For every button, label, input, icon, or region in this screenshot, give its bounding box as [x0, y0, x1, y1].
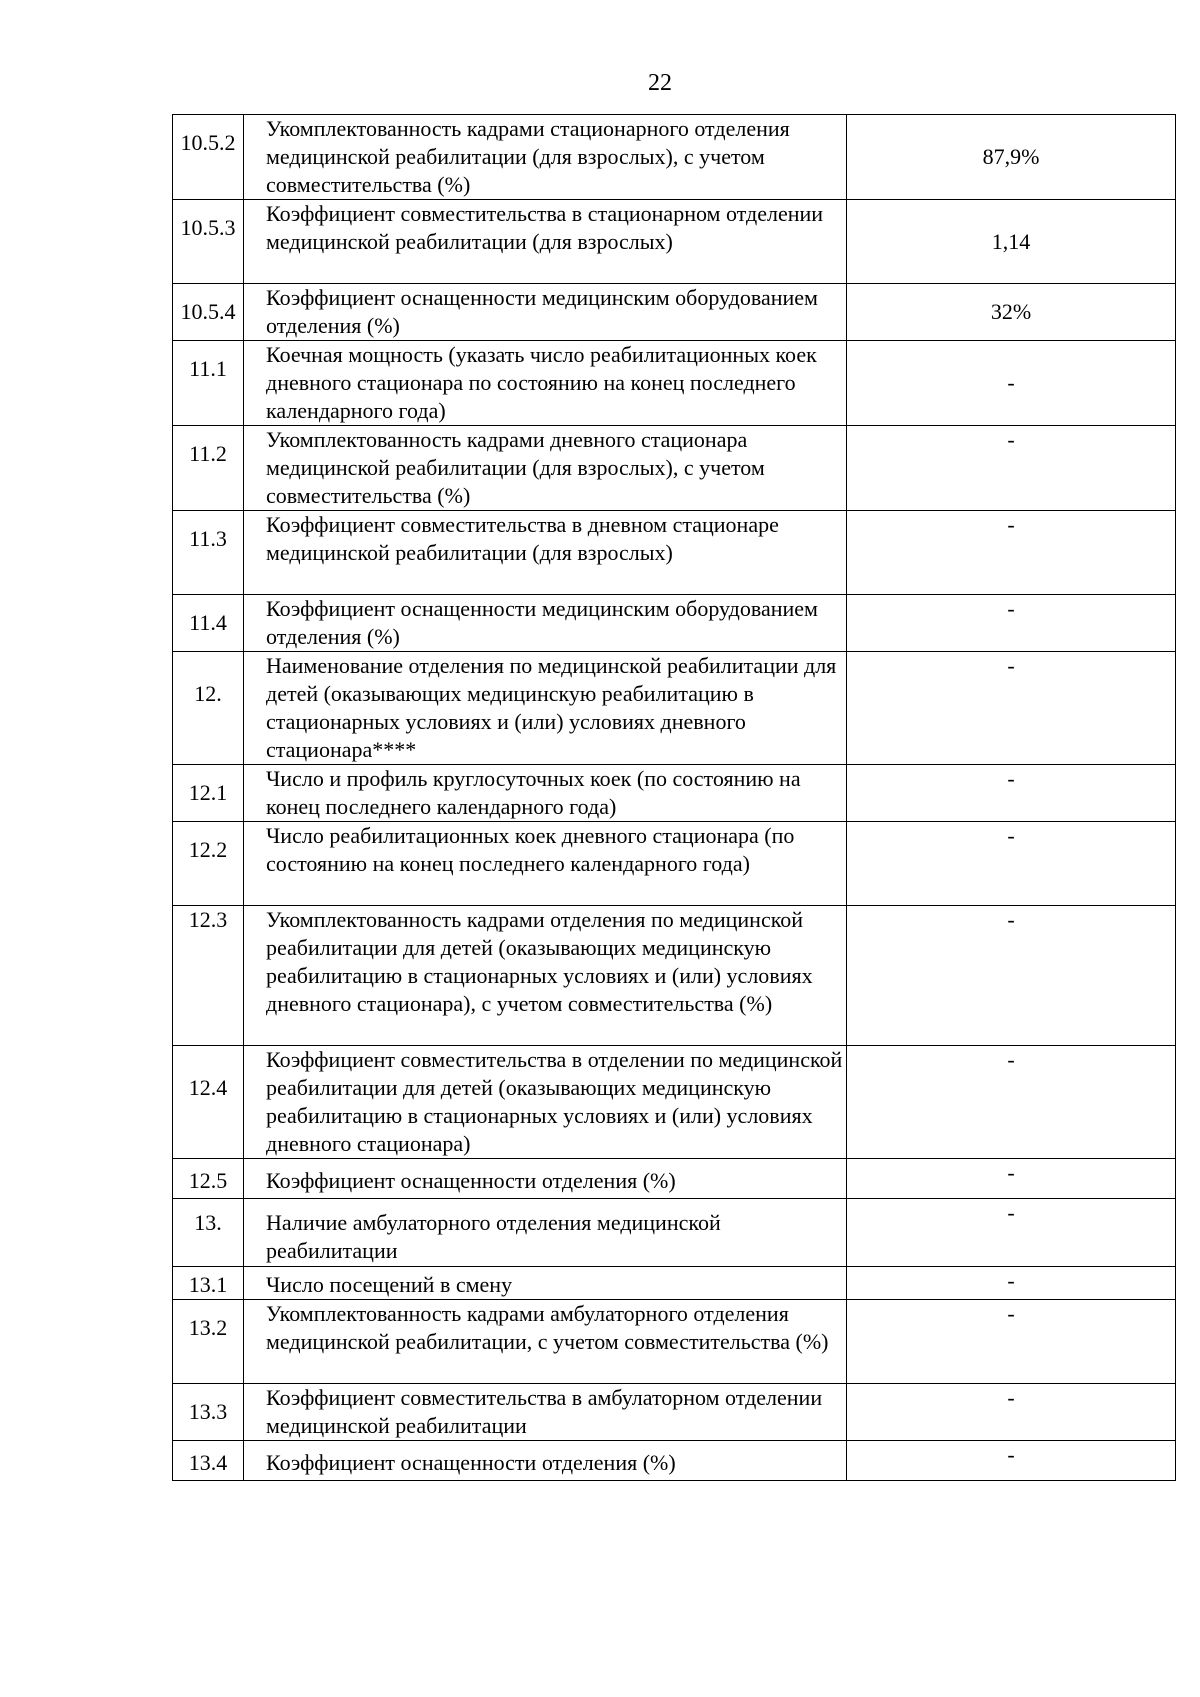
- row-value: -: [1007, 766, 1015, 791]
- row-description-cell: [244, 906, 847, 1046]
- table-row: [173, 1441, 1176, 1481]
- row-number-cell: [173, 284, 244, 341]
- row-number: 12.: [194, 681, 222, 706]
- row-value-cell: [847, 200, 1176, 284]
- row-number: 10.5.2: [180, 130, 236, 155]
- table-row: [173, 1046, 1176, 1159]
- table-row: [173, 426, 1176, 511]
- row-number: 11.4: [189, 610, 227, 635]
- row-description-cell: [244, 341, 847, 426]
- table-row: [173, 200, 1176, 284]
- row-value: 87,9%: [982, 144, 1040, 169]
- row-value-cell: [847, 1300, 1176, 1384]
- row-number: 12.1: [188, 780, 228, 805]
- table-row: [173, 1384, 1176, 1441]
- table-row: [173, 1300, 1176, 1384]
- row-description: Наименование отделения по медицинской реабилитации для детей (оказывающих медицинскую реабилитацию в стационарных условиях и (или) условиях дневного стационара****: [266, 653, 837, 762]
- row-number: 13.2: [188, 1315, 228, 1340]
- row-value: -: [1007, 1200, 1015, 1225]
- table-row: [173, 1199, 1176, 1267]
- row-number-cell: [173, 1384, 244, 1441]
- row-value-cell: [847, 595, 1176, 652]
- table-row: [173, 765, 1176, 822]
- row-number-cell: [173, 652, 244, 765]
- row-description-cell: [244, 652, 847, 765]
- row-number-cell: [173, 906, 244, 1046]
- row-value: -: [1007, 907, 1015, 932]
- row-value: -: [1007, 653, 1015, 678]
- row-value-cell: [847, 1159, 1176, 1199]
- row-value-cell: [847, 822, 1176, 906]
- row-value: -: [1007, 370, 1015, 395]
- row-description-cell: [244, 511, 847, 595]
- row-value-cell: [847, 765, 1176, 822]
- row-description: Укомплектованность кадрами амбулаторного отделения медицинской реабилитации, с учетом совместительства (%): [266, 1301, 829, 1354]
- row-value-cell: [847, 284, 1176, 341]
- row-value: 1,14: [991, 229, 1031, 254]
- row-number: 11.3: [189, 526, 227, 551]
- row-number-cell: [173, 511, 244, 595]
- row-description-cell: [244, 200, 847, 284]
- row-value-cell: [847, 652, 1176, 765]
- row-value: -: [1007, 1385, 1015, 1410]
- row-number: 13.4: [188, 1450, 228, 1475]
- row-description-cell: [244, 284, 847, 341]
- row-description: Коэффициент оснащенности отделения (%): [266, 1168, 676, 1193]
- table-row: [173, 652, 1176, 765]
- row-description: Наличие амбулаторного отделения медицинской реабилитации: [266, 1210, 721, 1263]
- row-value: -: [1007, 1442, 1015, 1467]
- row-description-cell: [244, 765, 847, 822]
- row-number-cell: [173, 765, 244, 822]
- table-row: [173, 1159, 1176, 1199]
- row-value: -: [1007, 596, 1015, 621]
- row-description: Число и профиль круглосуточных коек (по состоянию на конец последнего календарного года): [266, 766, 801, 819]
- row-value: -: [1007, 1160, 1015, 1185]
- row-description: Число реабилитационных коек дневного стационара (по состоянию на конец последнего календарного года): [266, 823, 795, 876]
- row-value-cell: [847, 511, 1176, 595]
- row-number: 13.1: [188, 1272, 228, 1297]
- row-description: Коечная мощность (указать число реабилитационных коек дневного стационара по состоянию на конец последнего календарного года): [266, 342, 817, 423]
- row-value: -: [1007, 823, 1015, 848]
- row-number: 13.: [194, 1210, 222, 1235]
- row-value: -: [1007, 427, 1015, 452]
- row-value-cell: [847, 906, 1176, 1046]
- row-value: -: [1007, 1047, 1015, 1072]
- table-row: [173, 284, 1176, 341]
- row-number-cell: [173, 341, 244, 426]
- row-description: Коэффициент совместительства в дневном стационаре медицинской реабилитации (для взрослых): [266, 512, 779, 565]
- row-number-cell: [173, 426, 244, 511]
- row-number-cell: [173, 1441, 244, 1481]
- row-number: 12.4: [188, 1075, 228, 1100]
- row-number: 13.3: [188, 1399, 228, 1424]
- row-description-cell: [244, 822, 847, 906]
- table-row: [173, 822, 1176, 906]
- row-value-cell: [847, 1267, 1176, 1300]
- row-number: 11.1: [189, 356, 227, 381]
- row-number-cell: [173, 1267, 244, 1300]
- row-number-cell: [173, 1046, 244, 1159]
- row-description-cell: [244, 1441, 847, 1481]
- row-description: Коэффициент оснащенности отделения (%): [266, 1450, 676, 1475]
- row-description: Коэффициент совместительства в стационарном отделении медицинской реабилитации (для взрослых): [266, 201, 824, 254]
- row-number-cell: [173, 200, 244, 284]
- row-number: 12.2: [188, 837, 228, 862]
- table-row: [173, 1267, 1176, 1300]
- row-description-cell: [244, 1159, 847, 1199]
- row-value-cell: [847, 1046, 1176, 1159]
- row-description: Коэффициент совместительства в амбулаторном отделении медицинской реабилитации: [266, 1385, 823, 1438]
- table-row: [173, 595, 1176, 652]
- row-number: 12.3: [188, 907, 228, 932]
- row-value-cell: [847, 115, 1176, 200]
- row-description-cell: [244, 1199, 847, 1267]
- row-description-cell: [244, 426, 847, 511]
- row-description: Коэффициент оснащенности медицинским оборудованием отделения (%): [266, 285, 818, 338]
- row-number: 10.5.4: [180, 299, 236, 324]
- row-description-cell: [244, 115, 847, 200]
- row-number-cell: [173, 595, 244, 652]
- row-number: 10.5.3: [180, 215, 236, 240]
- row-number-cell: [173, 1300, 244, 1384]
- row-number-cell: [173, 1159, 244, 1199]
- page-number: 22: [648, 70, 672, 96]
- row-description: Укомплектованность кадрами дневного стационара медицинской реабилитации (для взрослых), с учетом совместительства (%): [266, 427, 765, 508]
- row-number: 11.2: [189, 441, 227, 466]
- row-value: 32%: [990, 299, 1032, 324]
- row-value: -: [1007, 1268, 1015, 1293]
- row-description-cell: [244, 1300, 847, 1384]
- table-row: [173, 906, 1176, 1046]
- row-description: Укомплектованность кадрами стационарного отделения медицинской реабилитации (для взрослых), с учетом совместительства (%): [266, 116, 790, 197]
- table-row: [173, 511, 1176, 595]
- row-description-cell: [244, 1384, 847, 1441]
- row-value-cell: [847, 426, 1176, 511]
- table-row: [173, 115, 1176, 200]
- row-value-cell: [847, 341, 1176, 426]
- row-number-cell: [173, 115, 244, 200]
- row-number-cell: [173, 822, 244, 906]
- row-description-cell: [244, 595, 847, 652]
- table-row: [173, 341, 1176, 426]
- row-number-cell: [173, 1199, 244, 1267]
- row-description: Число посещений в смену: [266, 1272, 513, 1297]
- row-value-cell: [847, 1441, 1176, 1481]
- row-value: -: [1007, 512, 1015, 537]
- row-description: Коэффициент оснащенности медицинским оборудованием отделения (%): [266, 596, 818, 649]
- row-description: Коэффициент совместительства в отделении по медицинской реабилитации для детей (оказывающих медицинскую реабилитацию в стационарных условиях и (или) условиях дневного стационара): [266, 1047, 843, 1156]
- row-description-cell: [244, 1267, 847, 1300]
- row-number: 12.5: [188, 1168, 228, 1193]
- row-value: -: [1007, 1301, 1015, 1326]
- row-description-cell: [244, 1046, 847, 1159]
- row-value-cell: [847, 1199, 1176, 1267]
- row-value-cell: [847, 1384, 1176, 1441]
- row-description: Укомплектованность кадрами отделения по медицинской реабилитации для детей (оказывающих медицинскую реабилитацию в стационарных условиях и (или) условиях дневного стационара), с учетом совместительства (%): [266, 907, 813, 1016]
- indicators-table: [172, 114, 1176, 1481]
